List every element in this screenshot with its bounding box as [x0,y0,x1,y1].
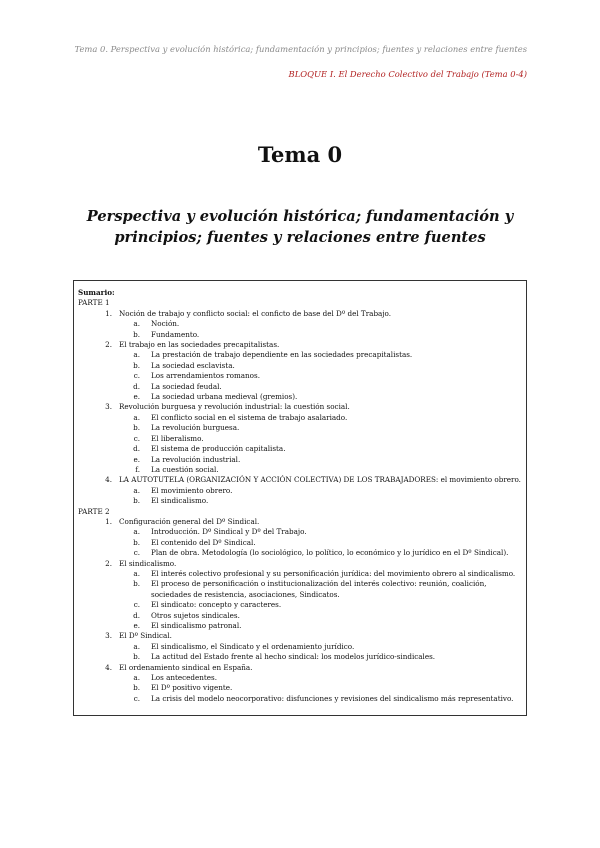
summary-subitem-text: El sistema de producción capitalista. [151,444,286,454]
summary-subitem [78,652,521,662]
summary-subitem-letter: d. [133,610,140,620]
summary-subitem [78,496,521,506]
summary-subitem [78,382,521,392]
summary-subitem-text: Noción. [151,319,180,329]
summary-subitem-text: La sociedad esclavista. [151,360,235,370]
summary-subitem-letter: a. [133,673,140,683]
summary-subitem-letter: f. [135,464,140,474]
summary-subitem-letter: b. [133,329,140,339]
summary-subitem-text: El movimiento obrero. [151,485,233,495]
summary-subitem [78,361,521,371]
summary-subitem [78,538,521,548]
summary-subitem-text: El sindicato: concepto y caracteres. [151,600,282,610]
running-header-title: Tema 0. Perspectiva y evolución histórica; fundamentación y principios; fuentes y relaciones entre fuentes [74,44,527,54]
summary-subitem-text: Otros sujetos sindicales. [151,610,240,620]
summary-item-number: 1. [105,308,112,318]
summary-subitem [78,673,521,683]
summary-subitem [78,694,521,704]
summary-subitem [78,683,521,693]
summary-subitem [78,434,521,444]
summary-subitem [78,621,521,631]
summary-subitem [78,642,521,652]
summary-subitem [78,319,521,329]
summary-subitem-letter: a. [133,527,140,537]
summary-item-text: LA AUTOTUTELA (ORGANIZACIÓN Y ACCIÓN COLECTIVA) DE LOS TRABAJADORES: el movimiento obrero. [119,475,521,485]
summary-subitem [78,600,521,610]
summary-subitem-text: La sociedad urbana medieval (gremios). [151,392,298,402]
summary-subitem-letter: d. [133,444,140,454]
summary-subitem-text: El sindicalismo patronal. [151,621,242,630]
summary-item [78,559,521,569]
summary-subitem [78,455,521,465]
summary-subitem-text: La crisis del modelo neocorporativo: disfunciones y revisiones del sindicalismo más representativo. [151,693,514,703]
summary-item-number: 4. [105,475,112,485]
summary-item-text: Configuración general del Dº Sindical. [119,516,260,526]
summary-item-number: 3. [105,631,112,641]
summary-subitem-text: Plan de obra. Metodología (lo sociológico, lo político, lo económico y lo jurídico en el Dº Sindical). [151,548,509,558]
summary-subitem-text: La cuestión social. [151,464,219,474]
summary-subitem-letter: e. [133,454,140,464]
summary-subitem-text: El sindicalismo, el Sindicato y el ordenamiento jurídico. [151,641,355,651]
summary-subitem-letter: b. [133,537,140,547]
summary-subitem [78,465,521,475]
summary-subitem [78,548,521,558]
summary-subitem [78,330,521,340]
summary-subitem-text: El conflicto social en el sistema de trabajo asalariado. [151,412,348,422]
summary-subitem-letter: b. [133,496,140,506]
summary-subitem-text: Los arrendamientos romanos. [151,371,260,381]
summary-subitem [78,371,521,381]
page-subtitle: Perspectiva y evolución histórica; fundamentación y principios; fuentes y relaciones entre fuentes [86,208,514,246]
summary-subitem-text: El sindicalismo. [151,496,209,506]
summary-subitem-text: La prestación de trabajo dependiente en las sociedades precapitalistas. [151,350,413,360]
summary-subitem-text: El Dº positivo vigente. [151,683,233,693]
summary-subitem-letter: a. [133,412,140,422]
summary-subitem-text: Introducción. Dº Sindical y Dº del Trabajo. [151,527,307,537]
summary-subitem [78,423,521,433]
running-header-block: BLOQUE I. El Derecho Colectivo del Trabajo (Tema 0-4) [288,69,527,79]
summary-subitem [78,527,521,537]
summary-item [78,517,521,527]
summary-part-label: PARTE 2 [78,506,110,516]
summary-subitem-letter: e. [133,392,140,402]
summary-item [78,631,521,641]
summary-subitem [78,486,521,496]
summary-subitem-letter: a. [133,641,140,651]
summary-item-text: El trabajo en las sociedades precapitalistas. [119,340,280,350]
summary-subitem-letter: a. [133,485,140,495]
page-title: Tema 0 [257,142,343,167]
summary-subitem [78,392,521,402]
summary-part-label: PARTE 1 [78,298,110,308]
summary-item-number: 1. [105,516,112,526]
summary-item-text: Revolución burguesa y revolución industrial: la cuestión social. [119,402,350,412]
summary-item-text: El sindicalismo. [119,558,177,568]
summary-subitem-letter: b. [133,652,140,662]
summary-subitem-letter: b. [133,683,140,693]
summary-item-text: Noción de trabajo y conflicto social: el conficto de base del Dº del Trabajo. [119,308,392,318]
summary-subitem-text: La revolución burguesa. [151,423,240,433]
summary-subitem [78,444,521,454]
summary-subitem-text: El proceso de personificación o institucionalización del interés colectivo: reunión, coalición, sociedades de resistencia, asociaciones, Sindicatos. [151,579,487,599]
summary-subitem-text: La revolución industrial. [151,454,241,464]
summary-item-number: 3. [105,402,112,412]
summary-subitem-text: La sociedad feudal. [151,381,222,391]
summary-heading: Sumario: [78,288,115,297]
summary-item-number: 2. [105,558,112,568]
summary-subitem-text: Los antecedentes. [151,673,218,683]
summary-subitem [78,569,521,579]
summary-subitem-letter: a. [133,568,140,578]
summary-subitem-letter: e. [133,621,140,630]
summary-item-text: El Dº Sindical. [119,631,172,641]
summary-subitem-text: El contenido del Dº Sindical. [151,537,256,547]
summary-item [78,340,521,350]
summary-item [78,663,521,673]
summary-subitem-text: El liberalismo. [151,433,204,443]
summary-subitem-letter: d. [133,381,140,391]
summary-subitem-letter: c. [133,548,140,558]
summary-subitem-text: El interés colectivo profesional y su personificación jurídica: del movimiento obrero al sindicalismo. [151,568,516,578]
summary-subitem-text: La actitud del Estado frente al hecho sindical: los modelos jurídico-sindicales. [151,652,436,662]
summary-subitem-letter: c. [133,371,140,381]
summary-subitem-text: Fundamento. [151,329,200,339]
summary-item-number: 2. [105,340,112,350]
summary-subitem-letter: a. [133,319,140,329]
summary-item-number: 4. [105,662,112,672]
summary-item [78,475,521,485]
summary-item [78,309,521,319]
summary-subitem-letter: b. [133,360,140,370]
summary-item [78,402,521,412]
summary-parts [78,298,521,704]
summary-subitem-letter: a. [133,350,140,360]
summary-subitem [78,611,521,621]
summary-subitem-letter: c. [133,433,140,443]
summary-subitem [78,350,521,360]
summary-box [73,280,527,716]
summary-subitem [78,413,521,423]
summary-subitem [78,579,521,600]
summary-item-text: El ordenamiento sindical en España. [119,662,253,672]
summary-subitem-letter: c. [133,600,140,610]
summary-subitem-letter: c. [133,693,140,703]
summary-subitem-letter: b. [133,423,140,433]
summary-subitem-letter: b. [133,579,140,589]
